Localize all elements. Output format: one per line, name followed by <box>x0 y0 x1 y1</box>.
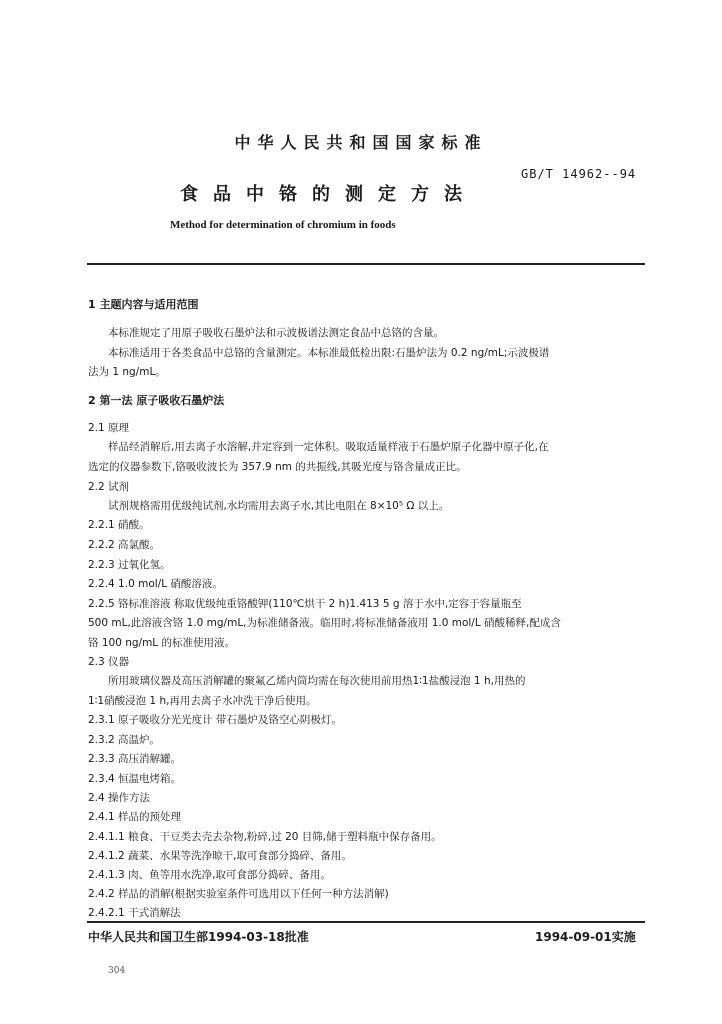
subsection-heading: 2.1 原理 <box>88 422 130 434</box>
subsection-heading: 2.4 操作方法 <box>88 792 151 804</box>
paragraph: 铬 100 ng/mL 的标准使用液。 <box>88 637 235 649</box>
list-item: 2.2.5 铬标准溶液 称取优级纯重铬酸钾(110℃烘干 2 h)1.413 5 g 溶于水中,定容于容量瓶至 <box>88 598 522 610</box>
list-item: 2.4.1 样品的预处理 <box>88 811 182 823</box>
paragraph: 试剂规格需用优级纯试剂,水均需用去离子水,其比电阻在 8×10⁵ Ω 以上。 <box>108 500 450 512</box>
paragraph: 1∶1硝酸浸泡 1 h,再用去离子水冲洗干净后使用。 <box>88 695 317 707</box>
list-item: 2.3.3 高压消解罐。 <box>88 753 182 765</box>
section-2-heading: 2 第一法 原子吸收石墨炉法 <box>88 394 225 407</box>
section-1-heading: 1 主题内容与适用范围 <box>88 298 199 311</box>
list-item: 2.3.2 高温炉。 <box>88 734 161 746</box>
paragraph: 本标准适用于各类食品中总铬的含量测定。本标准最低检出限:石墨炉法为 0.2 ng/mL;示波极谱 <box>108 347 550 359</box>
list-item: 2.3.4 恒温电烤箱。 <box>88 773 182 785</box>
subsection-heading: 2.3 仪器 <box>88 656 130 668</box>
implementation-date: 1994-09-01实施 <box>535 930 636 944</box>
paragraph: 所用玻璃仪器及高压消解罐的聚氟乙烯内筒均需在每次使用前用热1∶1盐酸浸泡 1 h,用热的 <box>108 675 526 687</box>
standard-code: GB/T 14962--94 <box>521 167 637 181</box>
list-item: 2.4.1.3 肉、鱼等用水洗净,取可食部分捣碎、备用。 <box>88 869 331 881</box>
list-item: 2.2.2 高氯酸。 <box>88 539 161 551</box>
paragraph: 样品经消解后,用去离子水溶解,并定容到一定体积。吸取适量样液于石墨炉原子化器中原子化,在 <box>108 441 549 453</box>
list-item: 2.4.2 样品的消解(根据实验室条件可选用以下任何一种方法消解) <box>88 888 389 900</box>
paragraph: 本标准规定了用原子吸收石墨炉法和示波极谱法测定食品中总铬的含量。 <box>108 327 444 339</box>
list-item: 2.2.1 硝酸。 <box>88 519 150 531</box>
document-title: 食品中铬的测定方法 <box>180 184 477 205</box>
footer-divider <box>87 921 645 923</box>
paragraph: 选定的仪器参数下,铬吸收波长为 357.9 nm 的共振线,其吸光度与铬含量成正比。 <box>88 461 467 473</box>
document-subtitle-english: Method for determination of chromium in foods <box>170 219 396 231</box>
list-item: 2.4.2.1 干式消解法 <box>88 907 181 919</box>
list-item: 2.4.1.2 蔬菜、水果等洗净晾干,取可食部分捣碎、备用。 <box>88 850 352 862</box>
list-item: 2.3.1 原子吸收分光光度计 带石墨炉及铬空心阴极灯。 <box>88 714 342 726</box>
header-divider <box>87 263 645 265</box>
approval-date: 中华人民共和国卫生部1994-03-18批准 <box>88 930 309 944</box>
list-item: 2.2.4 1.0 mol/L 硝酸溶液。 <box>88 578 223 590</box>
paragraph: 法为 1 ng/mL。 <box>88 366 166 378</box>
list-item: 2.4.1.1 粮食、干豆类去壳去杂物,粉碎,过 20 目筛,储于塑料瓶中保存备用。 <box>88 831 442 843</box>
issuing-authority-title: 中华人民共和国国家标准 <box>234 133 488 152</box>
list-item: 2.2.3 过氧化氢。 <box>88 559 171 571</box>
page-number: 304 <box>108 966 126 976</box>
subsection-heading: 2.2 试剂 <box>88 481 130 493</box>
paragraph: 500 mL,此溶液含铬 1.0 mg/mL,为标准储备液。临用时,将标准储备液用 1.0 mol/L 硝酸稀释,配成含 <box>88 617 561 629</box>
